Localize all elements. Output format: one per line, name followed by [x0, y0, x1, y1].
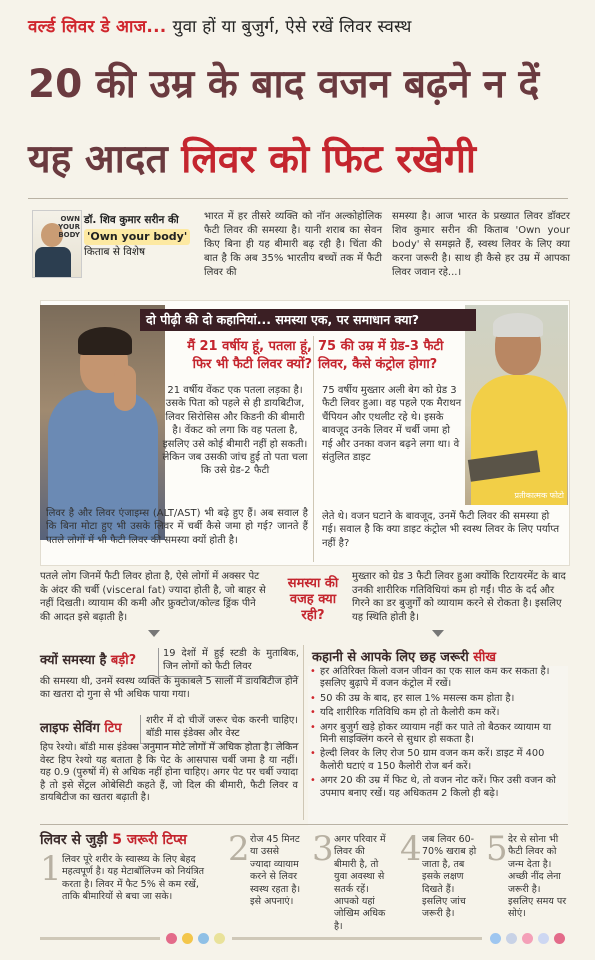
decorative-dots — [40, 932, 568, 946]
book-title: 'Own your body' — [84, 229, 190, 245]
lessons-list — [308, 666, 568, 826]
tip-3 — [312, 829, 390, 932]
why-heading-a: क्यों समस्या है — [40, 653, 111, 668]
book-cover-title: OWN YOUR BODY — [58, 215, 80, 239]
cause-heading: समस्या की वजह क्या रही? — [287, 576, 339, 623]
tip-text: लिवर पूरे शरीर के स्वास्थ्य के लिए बेहद महत्वपूर्ण है। यह मेटाबॉलिज्म को नियंत्रित करता है। लिवर में फैट 5% से कम रखें, ताकि बीमारियों से बचा जा सके। — [62, 854, 205, 903]
left-story-body-bottom: लिवर है और लिवर एंजाइम्स (ALT/AST) भी बढ़े हुए हैं। अब सवाल है कि बिना मोटा हुए भी उसके लिवर में चर्बी कैसे जमा हो गई? जानते हैं पतले लोगों में भी फैटी लिवर की समस्या क्यों होती है। — [46, 508, 308, 546]
stories-banner: दो पीढ़ी की दो कहानियां... समस्या एक, पर समाधान क्या? — [140, 309, 476, 331]
tips-heading — [40, 830, 187, 849]
cause-elderly: मुख्तार को ग्रेड 3 फैटी लिवर हुआ क्योंकि रिटायरमेंट के बाद उनकी शारीरिक गतिविधियां कम हो गईं। पीठ के दर्द और गिरने का डर बुजुर्गों को व्यायाम करने से रोकता है। इसलिए यह स्थिति होती है। — [352, 571, 566, 623]
column-divider — [313, 336, 314, 562]
divider — [40, 824, 568, 825]
left-story-heading: मैं 21 वर्षीय हूं, पतला हूं, फिर भी फैटी लिवर क्यों? — [187, 339, 312, 372]
tip-text: रोज 45 मिनट या उससे ज्यादा व्यायाम करने से लिवर स्वस्थ रहता है। इसे अपनाएं। — [250, 834, 301, 908]
pointer-triangle — [148, 630, 160, 637]
book-caption — [84, 213, 204, 259]
headline-line-2a: यह आदत — [28, 137, 182, 182]
young-man-photo — [40, 305, 165, 540]
tip-2 — [228, 829, 303, 922]
lesson-item: • अगर बुजुर्ग खड़े होकर व्यायाम नहीं कर पाते तो बैठकर व्यायाम या मिनी साइक्लिंग करने से सुधार हो सकता है। — [308, 722, 568, 747]
lesson-item: • 50 की उम्र के बाद, हर साल 1% मसल्स कम होता है। — [308, 693, 568, 705]
divider — [28, 198, 568, 199]
tip-number: 5 — [486, 829, 508, 869]
right-story-body-top: 75 वर्षीय मुख्तार अली बेग को ग्रेड 3 फैटी लिवर हुआ। वह पहले एक मैराथन चैंपियन और एथलीट रहे थे। इसके बावजूद उनके लिवर में चर्बी जमा हो गई और उनका वजन बढ़ने लगा था। वे संतुलित डाइट — [322, 385, 462, 464]
photo-credit: प्रतीकात्मक फोटो — [514, 491, 564, 500]
tip-1 — [40, 849, 218, 942]
lesson-item: • यदि शारीरिक गतिविधि कम हो तो कैलोरी कम करें। — [308, 707, 568, 719]
left-story-body-top: 21 वर्षीय वेंकट एक पतला लड़का है। उसके पिता को पहले से ही डायबिटीज, लिवर सिरोसिस और किडनी की बीमारी है। वेंकट को लगा कि वह पतला है, इसलिए उसे कोई बीमारी नहीं हो सकती। लेकिन जब उसकी जांच हुई तो पता चला कि उसे ग्रेड-2 फैटी — [162, 385, 308, 477]
lifesaving-bracket-text: शरीर में दो चीजें जरूर चेक करनी चाहिए। बॉडी मास इंडेक्स और वेस्ट — [146, 715, 298, 739]
why-heading — [40, 650, 136, 668]
book-author: डॉ. शिव कुमार सरीन की — [84, 214, 179, 226]
tips-heading-a: लिवर से जुड़ी — [40, 832, 113, 848]
kicker — [28, 14, 568, 37]
book-cover-image — [32, 210, 82, 278]
lifesaving-heading-b: टिप — [104, 721, 122, 736]
headline-line-1: 20 की उम्र के बाद वजन बढ़ने न दें — [28, 62, 540, 107]
tip-4 — [400, 829, 478, 922]
pointer-triangle — [432, 630, 444, 637]
tip-5 — [486, 829, 568, 922]
lessons-heading — [312, 647, 496, 665]
tip-number: 4 — [400, 829, 422, 869]
cause-thin-people: पतले लोग जिनमें फैटी लिवर होता है, ऐसे लोगों में अक्सर पेट के अंदर की चर्बी (visceral fat) ज्यादा होती है, जो बाहर से नहीं दिखती। व्यायाम की कमी और फ्रुक्टोज/कोल्ड ड्रिंक पीने की आदत इसे बढ़ाती है। — [40, 571, 266, 623]
tip-text: अगर परिवार में लिवर की बीमारी है, तो युवा अवस्था से सतर्क रहें। आपको यहां जोखिम अधिक है। — [334, 834, 386, 932]
tip-number: 1 — [40, 849, 62, 889]
right-story-heading: 75 की उम्र में ग्रेड-3 फैटी लिवर, कैसे कंट्रोल होगा? — [318, 339, 444, 372]
kicker-red: वर्ल्ड लिवर डे आज... — [28, 17, 167, 37]
kicker-black: युवा हों या बुजुर्ग, ऐसे रखें लिवर स्वस्थ — [172, 17, 412, 37]
book-extract-label: किताब से विशेष — [84, 246, 146, 258]
lesson-item: • अगर 20 की उम्र में फिट थे, तो वजन नोट करें। फिर उसी वजन को उपमाप बनाए रखें। यह अधिकतम 2 किलो ही बढ़े। — [308, 775, 568, 800]
headline-line-2 — [28, 137, 573, 183]
tip-text: देर से सोना भी फैटी लिवर को जन्म देता है। अच्छी नींद लेना जरूरी है। इसलिए समय पर सोएं। — [508, 834, 567, 920]
intro-column-1: भारत में हर तीसरे व्यक्ति को नॉन अल्कोहोलिक फैटी लिवर की समस्या है। यानी शराब का सेवन किए बिना ही यह बीमारी बढ़ रही है। चिंता की बात है कि अब 35% भारतीय बच्चों तक में फैटी लिवर की — [204, 211, 382, 278]
tip-number: 3 — [312, 829, 334, 869]
intro-column-2: समस्या है। आज भारत के प्रख्यात लिवर डॉक्टर शिव कुमार सरीन की किताब 'Own your body' से समझते हैं, स्वस्थ लिवर के लिए क्या करना जरूरी है। साथ ही कैसे हर उम्र में आपका लिवर जवान रहे...। — [392, 211, 570, 278]
headline-line-2b: लिवर को फिट रखेगी — [181, 137, 476, 182]
lesson-item: • हेल्दी लिवर के लिए रोज 50 ग्राम वजन कम करें। डाइट में 400 कैलोरी घटाएं व 150 कैलोरी रोज बर्न करें। — [308, 748, 568, 773]
right-story-body-bottom: लेते थे। वजन घटाने के बावजूद, उनमें फैटी लिवर की समस्या हो गई। सवाल है कि क्या डाइट कंट्रोल भी स्वस्थ लिवर के लिए पर्याप्त नहीं है? — [322, 511, 560, 549]
lifesaving-body: हिप रेश्यो। बॉडी मास इंडेक्स अनुमान मोटे लोगों में अधिक होता है। लेकिन वेस्ट हिप रेश्यो यह बताता है कि पेट के आसपास चर्बी जमा है या नहीं। यह 0.9 (पुरुषों में) से अधिक नहीं होना चाहिए। अगर पेट पर चर्बी ज्यादा है तो इसे सेंट्रल ओबेसिटी कहते हैं, जो दिल की बीमारी, फैटी लिवर व डायबिटीज का खतरा बढ़ाती है। — [40, 742, 298, 804]
elderly-man-photo — [465, 305, 568, 505]
column-divider — [303, 645, 304, 820]
lessons-heading-a: कहानी से आपके लिए छह जरूरी — [312, 650, 474, 665]
tips-heading-b: 5 जरूरी टिप्स — [112, 832, 187, 848]
why-bracket-text: 19 देशों में हुई स्टडी के मुताबिक, जिन लोगों को फैटी लिवर — [163, 648, 299, 672]
lifesaving-heading — [40, 718, 122, 736]
tip-text: जब लिवर 60-70% खराब हो जाता है, तब इसके लक्षण दिखते हैं। इसलिए जांच जरूरी है। — [422, 834, 477, 920]
lesson-item: • हर अतिरिक्त किलो वजन जीवन का एक साल कम कर सकता है। इसलिए बुढ़ापे में वजन कंट्रोल में रखें। — [308, 666, 568, 691]
lessons-heading-b: सीख — [473, 650, 497, 665]
lifesaving-heading-a: लाइफ सेविंग — [40, 721, 105, 736]
why-heading-b: बड़ी? — [110, 653, 137, 668]
why-body: की समस्या थी, उनमें स्वस्थ व्यक्ति के मुकाबले 5 सालों में डायबिटीज होने का खतरा दो गुना से भी अधिक पाया गया। — [40, 676, 298, 700]
tip-number: 2 — [228, 829, 250, 869]
